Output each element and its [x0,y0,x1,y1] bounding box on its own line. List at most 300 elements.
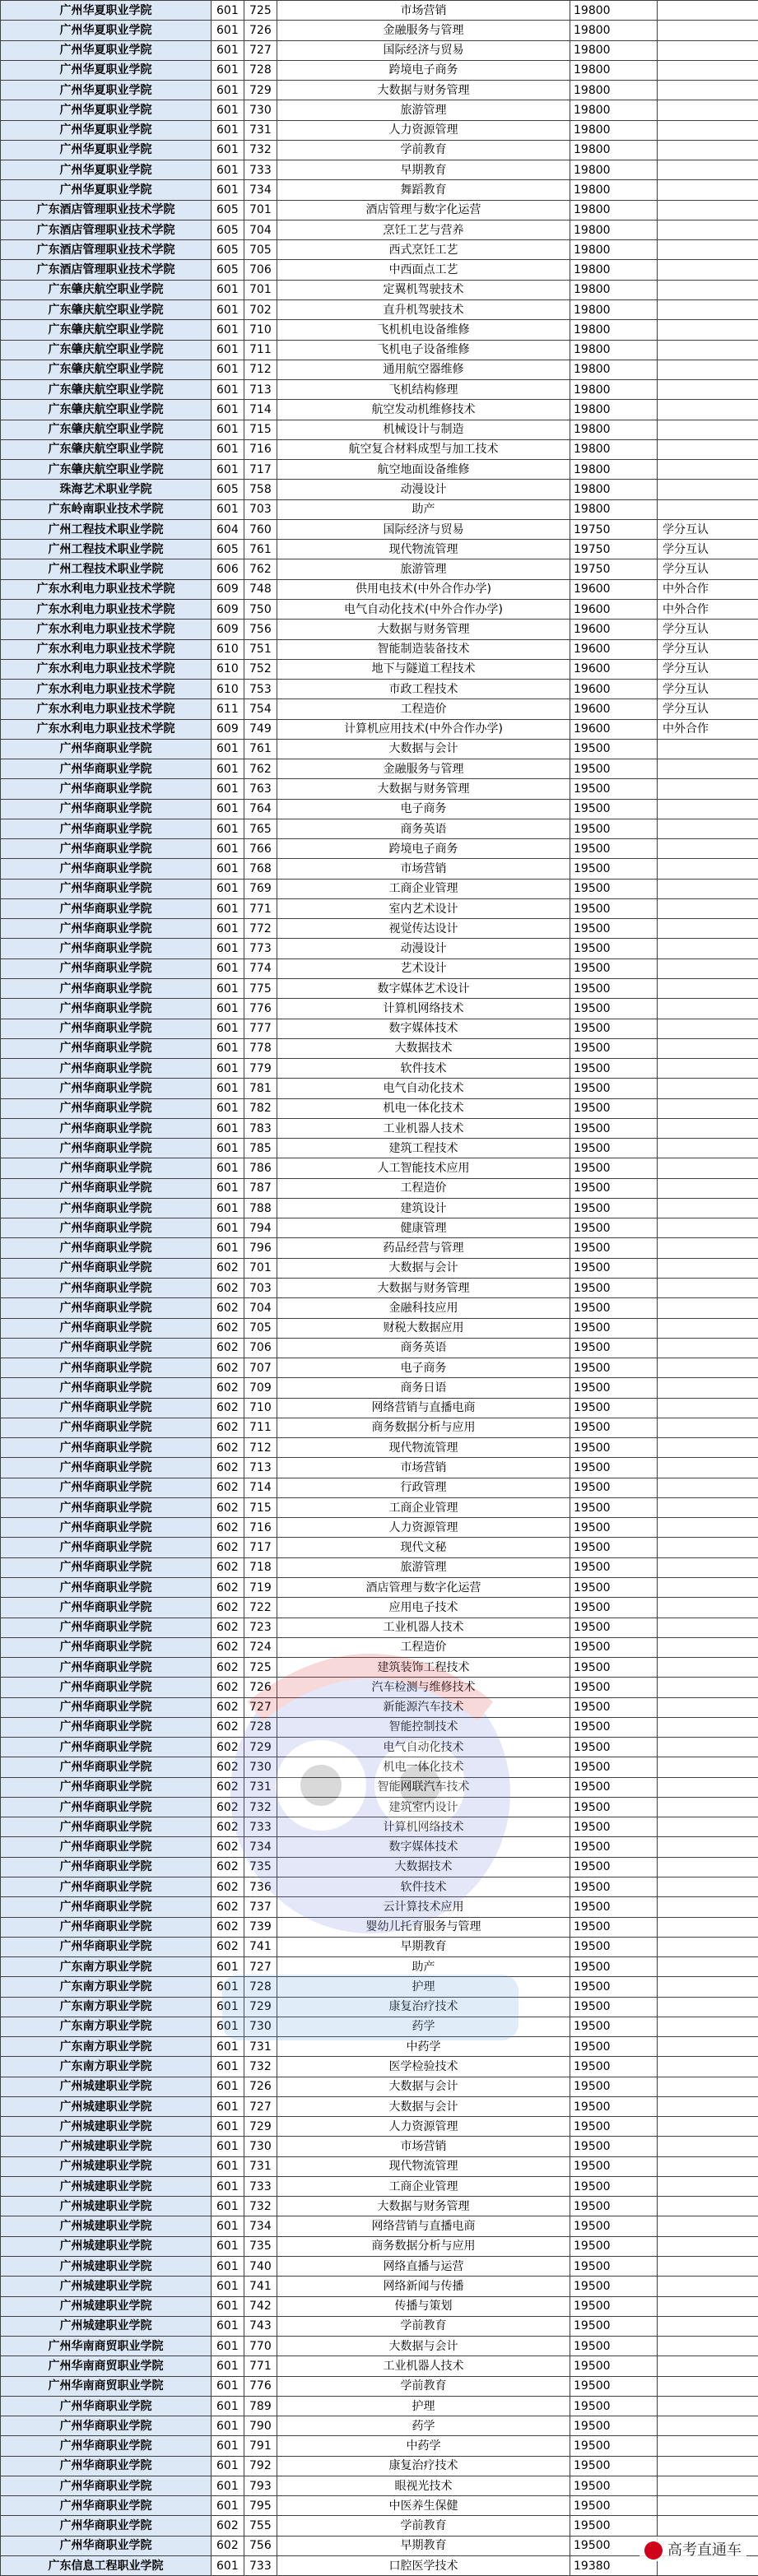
major-name-cell: 护理 [277,1977,570,1997]
tuition-cell: 19500 [570,779,658,799]
group-code-cell: 602 [212,1557,244,1577]
table-row [1,2516,758,2536]
school-cell: 广州华商职业学院 [1,958,212,978]
note-cell [658,739,758,759]
group-code-cell: 601 [212,60,244,80]
school-cell: 广州华商职业学院 [1,1937,212,1956]
tuition-cell: 19500 [570,1757,658,1777]
major-name-cell: 眼视光技术 [277,2476,570,2495]
school-cell: 广东肇庆航空职业学院 [1,400,212,420]
note-cell: 学分互认 [658,519,758,539]
tuition-cell: 19500 [570,999,658,1019]
tuition-cell: 19500 [570,1618,658,1637]
note-cell [658,1038,758,1058]
note-cell [658,400,758,420]
major-name-cell: 商务数据分析与应用 [277,2236,570,2256]
note-cell [658,260,758,280]
tuition-cell: 19500 [570,2456,658,2476]
note-cell [658,779,758,799]
major-name-cell: 应用电子技术 [277,1598,570,1618]
major-code-cell: 733 [244,2176,277,2196]
group-code-cell: 601 [212,420,244,439]
group-code-cell: 601 [212,400,244,420]
table-body [1,1,758,2576]
school-cell: 广州华商职业学院 [1,1038,212,1058]
table-row [1,1817,758,1837]
school-cell: 广州华商职业学院 [1,799,212,819]
major-code-cell: 785 [244,1139,277,1158]
table-row [1,1418,758,1437]
tuition-cell: 19800 [570,380,658,400]
major-name-cell: 大数据与财务管理 [277,2197,570,2216]
group-code-cell: 609 [212,579,244,599]
school-cell: 广州华商职业学院 [1,1158,212,1178]
school-cell: 广东肇庆航空职业学院 [1,420,212,439]
note-cell [658,939,758,958]
tuition-cell: 19500 [570,2137,658,2156]
group-code-cell: 602 [212,1717,244,1737]
group-code-cell: 601 [212,280,244,299]
group-code-cell: 601 [212,819,244,838]
major-code-cell: 728 [244,1717,277,1737]
note-cell [658,1797,758,1817]
school-cell: 广州华商职业学院 [1,1019,212,1038]
major-code-cell: 701 [244,200,277,220]
tuition-cell: 19800 [570,120,658,140]
tuition-cell: 19500 [570,1098,658,1118]
school-cell: 广州华商职业学院 [1,1478,212,1497]
major-code-cell: 743 [244,2316,277,2336]
major-code-cell: 733 [244,160,277,180]
table-row [1,60,758,80]
major-name-cell: 网络直播与运营 [277,2257,570,2277]
major-name-cell: 舞蹈教育 [277,180,570,200]
major-name-cell: 行政管理 [277,1478,570,1497]
tuition-cell: 19500 [570,1997,658,2017]
school-cell: 广州华商职业学院 [1,879,212,898]
major-name-cell: 网络新闻与传播 [277,2277,570,2296]
major-code-cell: 766 [244,839,277,859]
group-code-cell: 602 [212,1917,244,1937]
tuition-cell: 19500 [570,1158,658,1178]
group-code-cell: 601 [212,499,244,519]
major-name-cell: 工商企业管理 [277,2176,570,2196]
major-name-cell: 工商企业管理 [277,1497,570,1517]
note-cell [658,1678,758,1697]
major-code-cell: 765 [244,819,277,838]
major-code-cell: 729 [244,81,277,100]
school-cell: 广州华商职业学院 [1,1258,212,1278]
table-row [1,380,758,400]
note-cell [658,439,758,459]
note-cell [658,1897,758,1917]
major-code-cell: 732 [244,2197,277,2216]
table-row [1,2156,758,2176]
school-cell: 广州华商职业学院 [1,1538,212,1557]
group-code-cell: 601 [212,2156,244,2176]
school-cell: 广州工程技术职业学院 [1,519,212,539]
note-cell [658,2476,758,2495]
note-cell [658,1857,758,1877]
tuition-cell: 19500 [570,2376,658,2396]
major-name-cell: 婴幼儿托育服务与管理 [277,1917,570,1937]
major-code-cell: 713 [244,380,277,400]
note-cell [658,2236,758,2256]
table-row [1,1757,758,1777]
major-name-cell: 室内艺术设计 [277,898,570,918]
note-cell [658,2096,758,2116]
table-row [1,2236,758,2256]
major-name-cell: 计算机网络技术 [277,1817,570,1837]
note-cell [658,1997,758,2017]
tuition-cell: 19800 [570,21,658,40]
tuition-cell: 19500 [570,2057,658,2077]
tuition-cell: 19600 [570,699,658,719]
group-code-cell: 601 [212,1,244,21]
note-cell [658,21,758,40]
tuition-cell: 19500 [570,1598,658,1618]
major-name-cell: 定翼机驾驶技术 [277,280,570,299]
major-code-cell: 711 [244,340,277,360]
major-code-cell: 724 [244,1637,277,1657]
major-name-cell: 学前教育 [277,2516,570,2536]
major-name-cell: 现代文秘 [277,1538,570,1557]
major-code-cell: 768 [244,859,277,879]
tuition-cell: 19500 [570,1658,658,1678]
tuition-cell: 19750 [570,519,658,539]
major-name-cell: 大数据与财务管理 [277,779,570,799]
major-name-cell: 市场营销 [277,1,570,21]
major-name-cell: 早期教育 [277,2536,570,2555]
major-code-cell: 788 [244,1198,277,1218]
tuition-cell: 19800 [570,340,658,360]
major-code-cell: 711 [244,1418,277,1437]
tuition-cell: 19500 [570,2257,658,2277]
major-code-cell: 734 [244,180,277,200]
group-code-cell: 601 [212,1098,244,1118]
table-row [1,2456,758,2476]
school-cell: 广州华商职业学院 [1,1717,212,1737]
table-row [1,260,758,280]
major-code-cell: 730 [244,2137,277,2156]
major-code-cell: 729 [244,1997,277,2017]
group-code-cell: 605 [212,260,244,280]
note-cell [658,200,758,220]
major-name-cell: 西式烹饪工艺 [277,240,570,260]
major-code-cell: 701 [244,1258,277,1278]
group-code-cell: 601 [212,140,244,160]
tuition-cell: 19500 [570,1937,658,1956]
school-cell: 广州华商职业学院 [1,1497,212,1517]
tuition-cell: 19800 [570,260,658,280]
table-row [1,1298,758,1318]
note-cell [658,1238,758,1258]
major-code-cell: 736 [244,1877,277,1896]
group-code-cell: 601 [212,2197,244,2216]
school-cell: 广东酒店管理职业技术学院 [1,220,212,239]
table-row [1,2057,758,2077]
note-cell: 学分互认 [658,540,758,559]
note-cell [658,999,758,1019]
group-code-cell: 601 [212,2556,244,2576]
tuition-cell: 19800 [570,360,658,379]
group-code-cell: 602 [212,1398,244,1418]
note-cell [658,1258,758,1278]
major-code-cell: 776 [244,999,277,1019]
group-code-cell: 601 [212,2296,244,2316]
tuition-cell: 19500 [570,1797,658,1817]
major-name-cell: 工业机器人技术 [277,1118,570,1138]
major-code-cell: 751 [244,639,277,659]
major-code-cell: 727 [244,1957,277,1977]
table-row [1,180,758,200]
major-name-cell: 学前教育 [277,140,570,160]
note-cell: 学分互认 [658,620,758,639]
tuition-cell: 19500 [570,1897,658,1917]
major-name-cell: 护理 [277,2396,570,2416]
major-code-cell: 732 [244,2057,277,2077]
group-code-cell: 602 [212,1937,244,1956]
note-cell [658,759,758,779]
tuition-cell: 19800 [570,420,658,439]
major-code-cell: 733 [244,1817,277,1837]
group-code-cell: 601 [212,958,244,978]
note-cell [658,81,758,100]
note-cell [658,1098,758,1118]
tuition-cell: 19600 [570,620,658,639]
group-code-cell: 601 [212,759,244,779]
note-cell [658,2516,758,2536]
major-code-cell: 737 [244,1897,277,1917]
table-row [1,2296,758,2316]
table-row [1,120,758,140]
school-cell: 广州华商职业学院 [1,919,212,939]
tuition-cell: 19800 [570,299,658,319]
table-row [1,1358,758,1378]
major-name-cell: 新能源汽车技术 [277,1697,570,1717]
school-cell: 广东肇庆航空职业学院 [1,380,212,400]
major-code-cell: 749 [244,719,277,739]
major-code-cell: 705 [244,1318,277,1338]
major-code-cell: 777 [244,1019,277,1038]
table-row [1,2197,758,2216]
major-name-cell: 飞机机电设备维修 [277,320,570,340]
tuition-cell: 19500 [570,759,658,779]
major-code-cell: 714 [244,1478,277,1497]
group-code-cell: 602 [212,1358,244,1378]
table-row [1,1079,758,1098]
note-cell: 学分互认 [658,639,758,659]
major-code-cell: 717 [244,1538,277,1557]
major-name-cell: 工程造价 [277,699,570,719]
major-code-cell: 754 [244,699,277,719]
note-cell [658,1418,758,1437]
major-code-cell: 730 [244,2017,277,2036]
major-code-cell: 793 [244,2476,277,2495]
table-row [1,1258,758,1278]
table-row [1,1837,758,1857]
school-cell: 广州华商职业学院 [1,1178,212,1198]
tuition-cell: 19500 [570,1059,658,1079]
group-code-cell: 602 [212,1518,244,1538]
table-row [1,639,758,659]
group-code-cell: 609 [212,620,244,639]
table-row [1,1038,758,1058]
table-row [1,499,758,519]
school-cell: 广州华商职业学院 [1,1797,212,1817]
group-code-cell: 610 [212,680,244,699]
note-cell [658,60,758,80]
group-code-cell: 602 [212,1738,244,1757]
school-cell: 广州华夏职业学院 [1,120,212,140]
school-cell: 广东南方职业学院 [1,2017,212,2036]
table-row [1,898,758,918]
table-row [1,1598,758,1618]
major-name-cell: 航空地面设备维修 [277,460,570,480]
major-code-cell: 707 [244,1358,277,1378]
group-code-cell: 601 [212,2396,244,2416]
table-row [1,540,758,559]
note-cell [658,1717,758,1737]
school-cell: 广东酒店管理职业技术学院 [1,240,212,260]
note-cell [658,360,758,379]
major-name-cell: 大数据与会计 [277,2077,570,2096]
major-code-cell: 771 [244,2356,277,2376]
major-name-cell: 健康管理 [277,1218,570,1238]
major-code-cell: 732 [244,140,277,160]
table-row [1,1897,758,1917]
note-cell [658,1079,758,1098]
tuition-cell: 19500 [570,1518,658,1538]
group-code-cell: 602 [212,1418,244,1437]
major-name-cell: 商务数据分析与应用 [277,1418,570,1437]
major-name-cell: 视觉传达设计 [277,919,570,939]
table-row [1,859,758,879]
group-code-cell: 601 [212,1977,244,1997]
school-cell: 广州华商职业学院 [1,1098,212,1118]
tuition-cell: 19500 [570,1279,658,1298]
major-name-cell: 大数据与会计 [277,2096,570,2116]
note-cell: 中外合作 [658,579,758,599]
tuition-cell: 19500 [570,939,658,958]
major-name-cell: 智能控制技术 [277,1717,570,1737]
school-cell: 广州城建职业学院 [1,2156,212,2176]
major-name-cell: 通用航空器维修 [277,360,570,379]
tuition-cell: 19500 [570,1218,658,1238]
school-cell: 广州华商职业学院 [1,1837,212,1857]
table-row [1,958,758,978]
table-row [1,1198,758,1218]
group-code-cell: 601 [212,1218,244,1238]
group-code-cell: 602 [212,2516,244,2536]
major-name-cell: 建筑工程技术 [277,1139,570,1158]
major-name-cell: 财税大数据应用 [277,1318,570,1338]
major-code-cell: 760 [244,519,277,539]
table-row [1,1059,758,1079]
tuition-cell: 19600 [570,579,658,599]
tuition-cell: 19500 [570,1977,658,1997]
group-code-cell: 605 [212,480,244,499]
school-cell: 广州华夏职业学院 [1,140,212,160]
major-code-cell: 789 [244,2396,277,2416]
school-cell: 广州华商职业学院 [1,1238,212,1258]
note-cell: 中外合作 [658,719,758,739]
major-name-cell: 传播与策划 [277,2296,570,2316]
major-code-cell: 710 [244,1398,277,1418]
group-code-cell: 601 [212,2416,244,2436]
note-cell [658,1398,758,1418]
major-name-cell: 金融服务与管理 [277,759,570,779]
major-name-cell: 旅游管理 [277,100,570,120]
group-code-cell: 601 [212,380,244,400]
major-code-cell: 770 [244,2337,277,2356]
school-cell: 广东水利电力职业技术学院 [1,659,212,679]
group-code-cell: 602 [212,1658,244,1678]
table-row [1,999,758,1019]
school-cell: 广东南方职业学院 [1,1997,212,2017]
tuition-cell: 19500 [570,2096,658,2116]
note-cell [658,1837,758,1857]
major-name-cell: 计算机网络技术 [277,999,570,1019]
note-cell [658,2337,758,2356]
school-cell: 广州城建职业学院 [1,2296,212,2316]
school-cell: 广州华夏职业学院 [1,180,212,200]
group-code-cell: 601 [212,979,244,999]
major-code-cell: 715 [244,420,277,439]
group-code-cell: 601 [212,1198,244,1218]
major-code-cell: 782 [244,1098,277,1118]
table-row [1,1338,758,1358]
tuition-cell: 19500 [570,2077,658,2096]
table-row [1,1378,758,1398]
note-cell [658,140,758,160]
note-cell [658,2316,758,2336]
major-name-cell: 国际经济与贸易 [277,519,570,539]
table-row [1,480,758,499]
school-cell: 广州华南商贸职业学院 [1,2356,212,2376]
note-cell [658,1557,758,1577]
school-cell: 广州华商职业学院 [1,1139,212,1158]
major-name-cell: 大数据与财务管理 [277,1279,570,1298]
group-code-cell: 601 [212,1158,244,1178]
group-code-cell: 602 [212,1797,244,1817]
school-cell: 广州华南商贸职业学院 [1,2337,212,2356]
tuition-cell: 19500 [570,2356,658,2376]
major-code-cell: 706 [244,260,277,280]
table-row [1,1098,758,1118]
school-cell: 广州华商职业学院 [1,1678,212,1697]
major-name-cell: 网络营销与直播电商 [277,2216,570,2236]
tuition-cell: 19500 [570,2037,658,2057]
tuition-cell: 19500 [570,1438,658,1458]
major-code-cell: 726 [244,2077,277,2096]
school-cell: 广东肇庆航空职业学院 [1,280,212,299]
major-name-cell: 大数据与财务管理 [277,620,570,639]
note-cell [658,839,758,859]
table-row [1,2176,758,2196]
school-cell: 广州华夏职业学院 [1,160,212,180]
group-code-cell: 605 [212,540,244,559]
note-cell [658,1358,758,1378]
group-code-cell: 601 [212,1019,244,1038]
major-name-cell: 机电一体化技术 [277,1757,570,1777]
tuition-cell: 19500 [570,1398,658,1418]
note-cell: 学分互认 [658,680,758,699]
note-cell [658,1318,758,1338]
school-cell: 广东南方职业学院 [1,2057,212,2077]
major-name-cell: 工业机器人技术 [277,2356,570,2376]
group-code-cell: 601 [212,799,244,819]
